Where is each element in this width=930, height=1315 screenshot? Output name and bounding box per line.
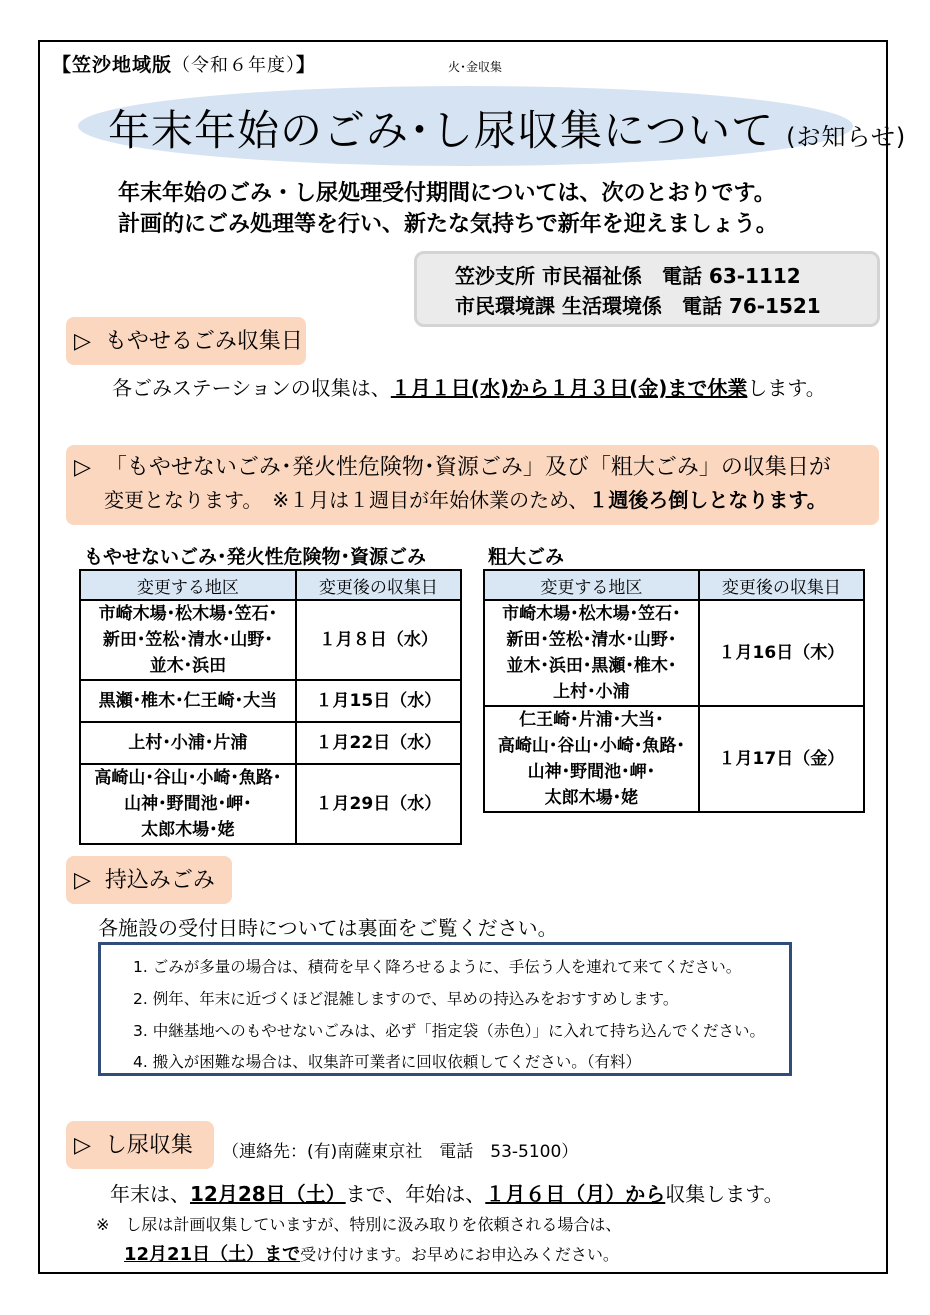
section-burnable-text: 各ごみステーションの収集は、１月１日(水)から１月３日(金)まで休業します。: [112, 376, 826, 400]
table-row: 上村･小浦･片浦 １月22日（水）: [80, 722, 461, 764]
night-soil-note-2: 12月21日（土）まで受け付けます。お早めにお申込みください。: [124, 1244, 619, 1265]
night-soil-contact: （連絡先：(有)南薩東京社 電話 53-5100）: [222, 1142, 579, 1162]
table-row: 仁王崎･片浦･大当･ 高崎山･谷山･小崎･魚路･ 山神･野間池･岬･ 太郎木場･姥 １月17日（金）: [484, 706, 864, 812]
contact-box: [414, 251, 880, 327]
table-header: 変更する地区: [484, 570, 699, 600]
night-soil-note-1: ※ し尿は計画収集していますが、特別に汲み取りを依頼される場合は、: [96, 1215, 622, 1234]
note-item: 2. 例年、年末に近づくほど混雑しますので、早めの持込みをおすすめします。: [133, 990, 679, 1008]
triangle-icon: ▷: [74, 329, 91, 354]
table-header: 変更する地区: [80, 570, 296, 600]
night-soil-schedule-text: 年末は、12月28日（土）まで、年始は、１月６日（月）から収集します。: [110, 1182, 784, 1206]
table-row: 市崎木場･松木場･笠石･ 新田･笠松･清水･山野･ 並木･浜田 １月８日（水）: [80, 600, 461, 680]
nonburnable-schedule-table: [79, 569, 462, 845]
section-burnable-heading: ▷ もやせるごみ収集日: [66, 317, 306, 365]
note-item: 1. ごみが多量の場合は、積荷を早く降ろせるように、手伝う人を連れて来てください。: [133, 958, 742, 976]
collection-days-label: 火･金収集: [448, 60, 503, 74]
table-row: 高崎山･谷山･小崎･魚路･ 山神･野間池･岬･ 太郎木場･姥 １月29日（水）: [80, 764, 461, 844]
bulky-schedule-table: [483, 569, 865, 813]
table-left-title: もやせないごみ･発火性危険物･資源ごみ: [84, 546, 427, 568]
note-item: 4. 搬入が困難な場合は、収集許可業者に回収依頼してください。（有料）: [133, 1053, 641, 1071]
page-title: 年末年始のごみ･し尿収集について (お知らせ): [108, 106, 907, 155]
section-night-soil-heading: ▷ し尿収集: [66, 1121, 214, 1169]
table-header: 変更後の収集日: [699, 570, 864, 600]
note-item: 3. 中継基地へのもやせないごみは、必ず「指定袋（赤色）」に入れて持ち込んでください。: [133, 1022, 765, 1040]
section-bring-in-text: 各施設の受付日時については裏面をご覧ください。: [98, 916, 558, 940]
triangle-icon: ▷: [74, 455, 91, 480]
table-right-title: 粗大ごみ: [488, 546, 565, 568]
bring-in-notes-box: [98, 942, 792, 1076]
section-nonburnable-heading: ▷ 「もやせないごみ･発火性危険物･資源ごみ」及び「粗大ごみ」の収集日が 変更となります。 ※１月は１週目が年始休業のため、１週後ろ倒しとなります。: [66, 445, 879, 525]
table-row: 黒瀬･椎木･仁王崎･大当 １月15日（水）: [80, 680, 461, 722]
contact-line-2: 市民環境課 生活環境係 電話 76-1521: [455, 294, 821, 318]
table-header: 変更後の収集日: [296, 570, 461, 600]
title-suffix: (お知らせ): [786, 123, 907, 151]
contact-line-1: 笠沙支所 市民福祉係 電話 63-1112: [455, 264, 801, 288]
triangle-icon: ▷: [74, 868, 91, 893]
intro-text: 年末年始のごみ・し尿処理受付期間については、次のとおりです。 計画的にごみ処理等を行い、新たな気持ちで新年を迎えましょう。: [118, 181, 778, 237]
table-row: 市崎木場･松木場･笠石･ 新田･笠松･清水･山野･ 並木･浜田･黒瀬･椎木･ 上村･小浦 １月16日（木）: [484, 600, 864, 706]
triangle-icon: ▷: [74, 1133, 91, 1158]
edition-label: 【笠沙地域版（令和６年度）】: [52, 54, 317, 76]
section-bring-in-heading: ▷ 持込みごみ: [66, 856, 232, 904]
